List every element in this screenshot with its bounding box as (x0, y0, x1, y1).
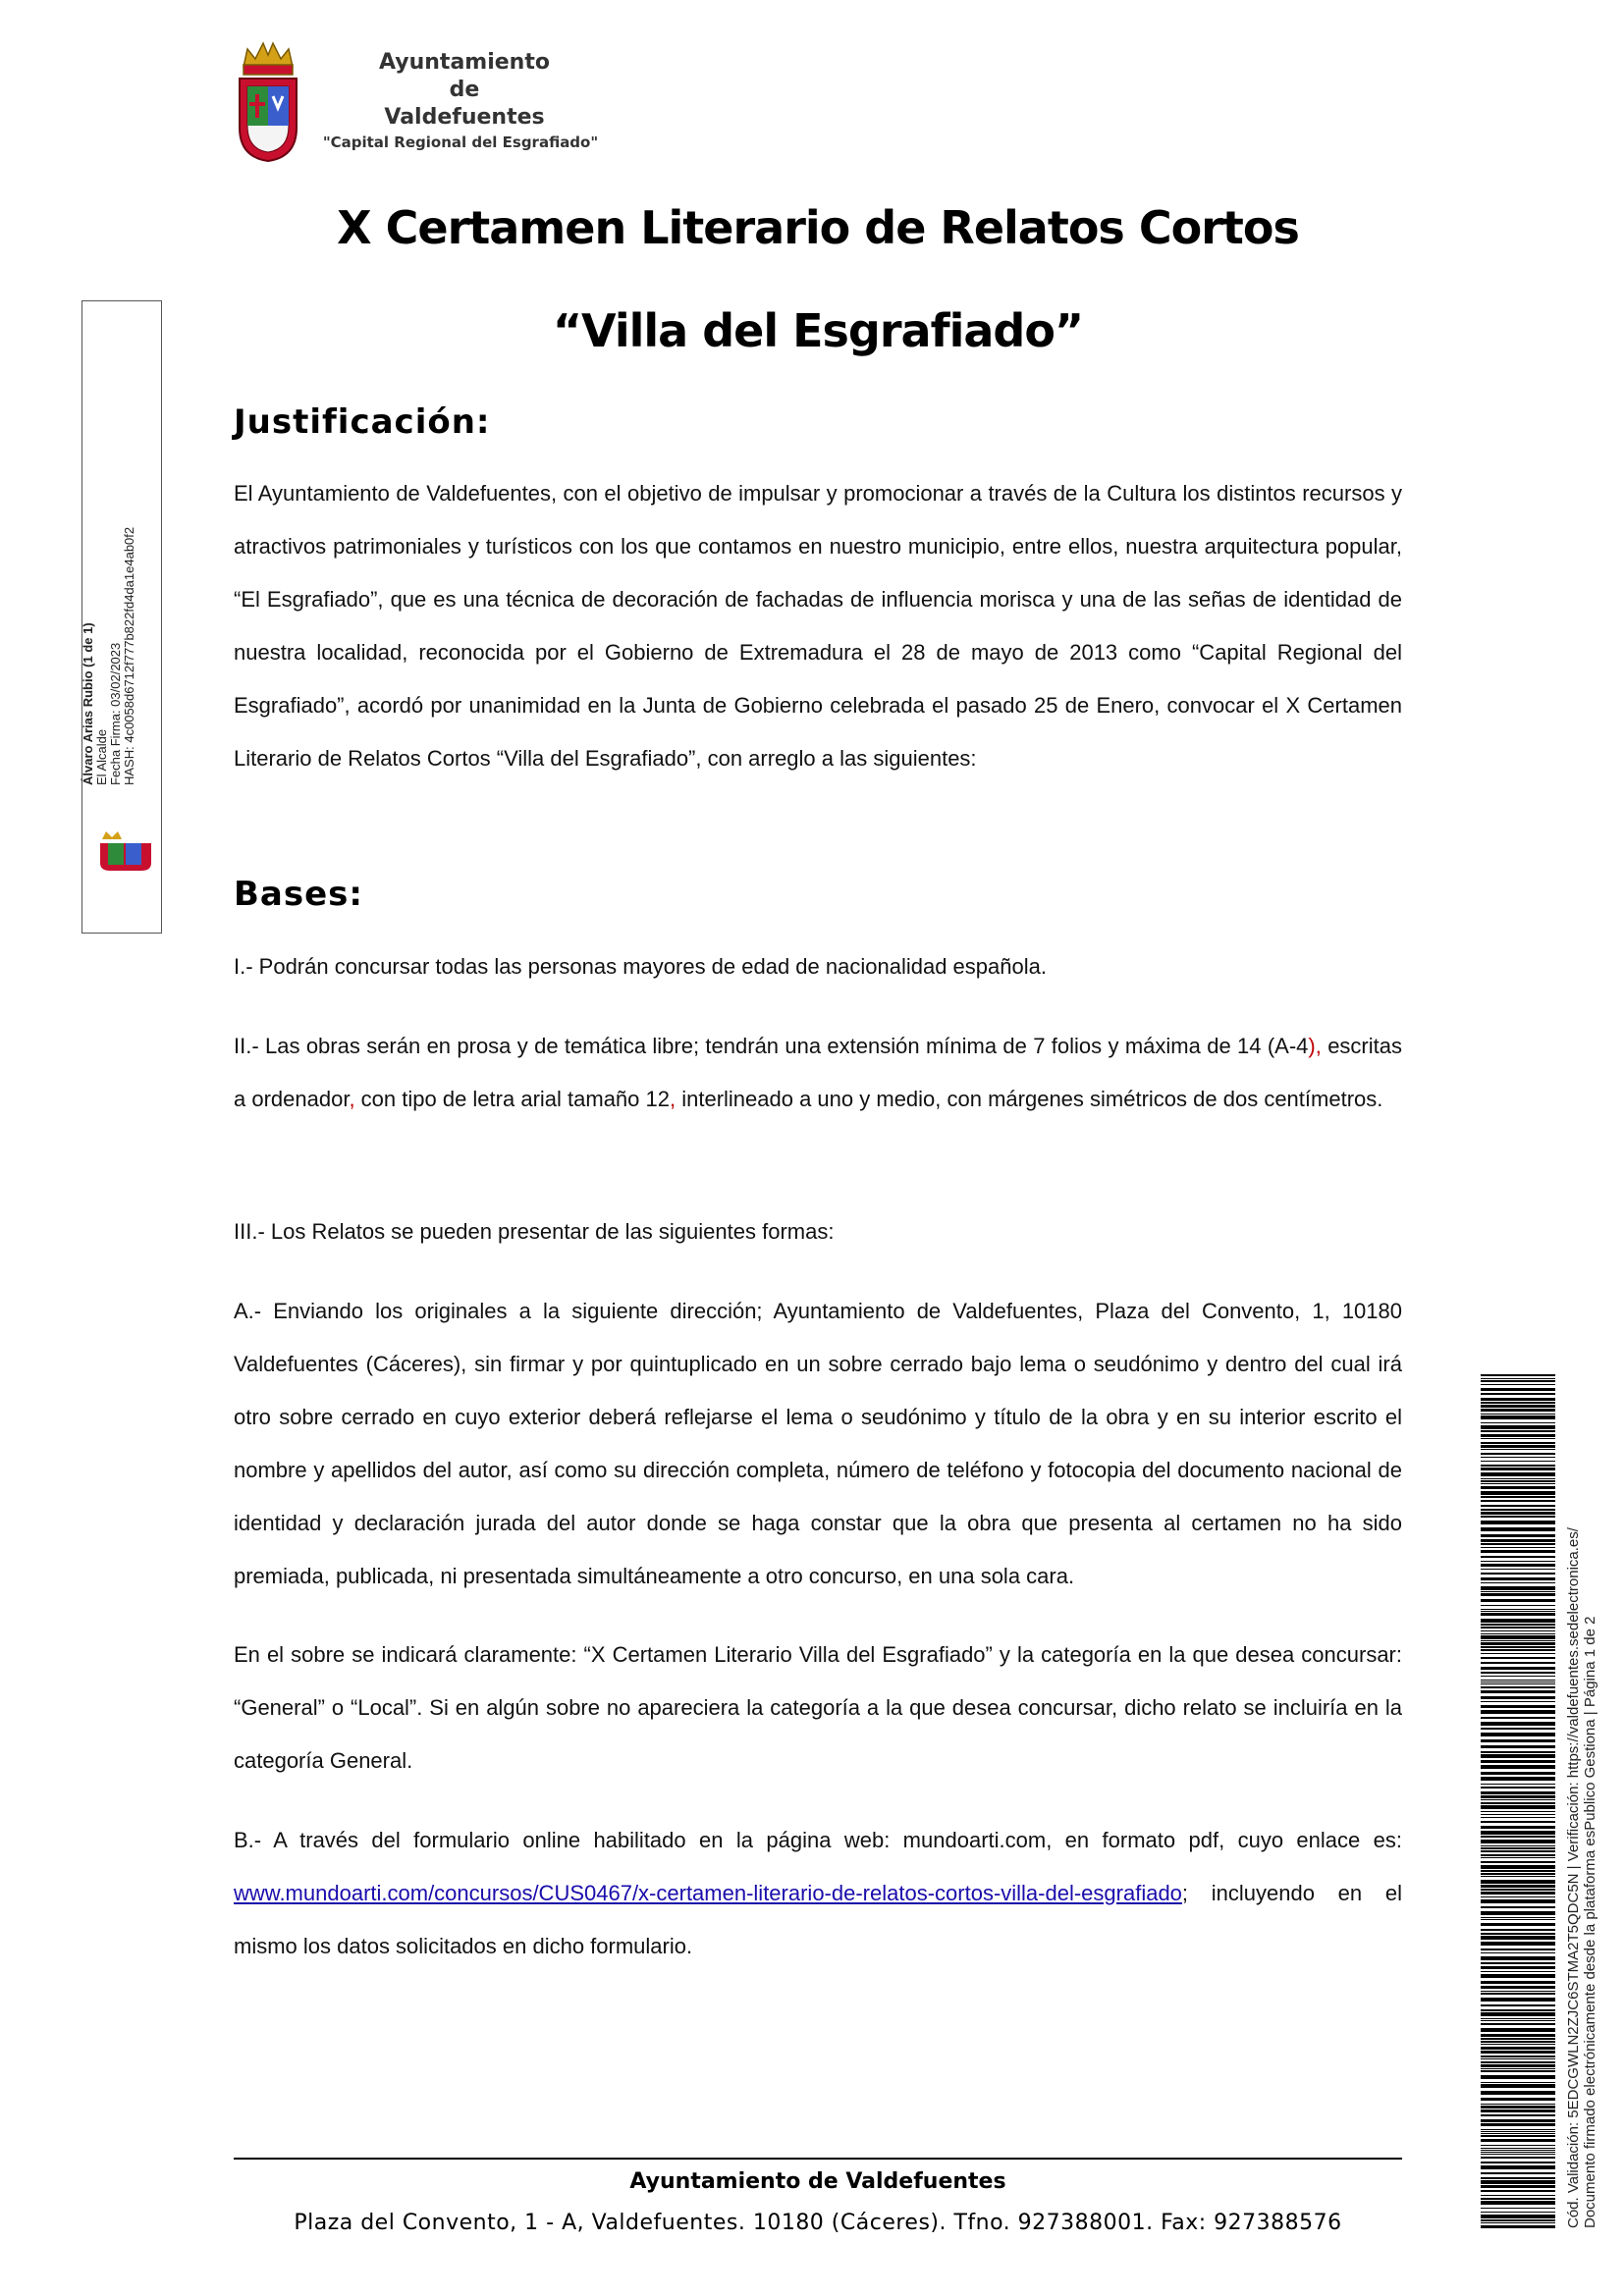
barcode-bar (1481, 1986, 1555, 1989)
barcode-bar (1481, 1690, 1555, 1693)
barcode-bar (1481, 2104, 1555, 2105)
barcode-bar (1481, 1923, 1555, 1926)
barcode-bar (1481, 1577, 1555, 1580)
barcode-bar (1481, 1605, 1555, 1606)
base-2-red-mark-3: , (669, 1087, 677, 1111)
barcode-bar (1481, 1556, 1555, 1558)
barcode-bar (1481, 1686, 1555, 1688)
barcode-bar (1481, 2133, 1555, 2134)
barcode-bar (1481, 1582, 1555, 1583)
barcode-bar (1481, 2201, 1555, 2205)
document-title: X Certamen Literario de Relatos Cortos (337, 201, 1299, 254)
footer-organization: Ayuntamiento de Valdefuentes (629, 2169, 1006, 2194)
barcode-bar (1481, 1710, 1555, 1714)
barcode-bar (1481, 2222, 1555, 2223)
barcode-bar (1481, 1611, 1555, 1612)
barcode-bar (1481, 1821, 1555, 1823)
barcode-bar (1481, 1449, 1555, 1450)
barcode-bar (1481, 1442, 1555, 1444)
barcode-bar (1481, 1847, 1555, 1849)
barcode-bar (1481, 1919, 1555, 1920)
barcode-bar (1481, 1430, 1555, 1432)
barcode-bar (1481, 1733, 1555, 1736)
letterhead-text (307, 49, 622, 153)
barcode-bar (1481, 2148, 1555, 2149)
barcode-bar (1481, 1760, 1555, 1763)
barcode-bar (1481, 1374, 1555, 1376)
barcode-bar (1481, 1831, 1555, 1835)
barcode-bar (1481, 2123, 1555, 2126)
barcode-bar (1481, 2070, 1555, 2072)
signature-name: Álvaro Arias Rubio (1 de 1) (81, 622, 95, 785)
barcode-bar (1481, 1777, 1555, 1781)
barcode-bar (1481, 1465, 1555, 1467)
signature-date: Fecha Firma: 03/02/2023 (108, 642, 123, 785)
barcode-bar (1481, 1701, 1555, 1702)
signature-coat-of-arms-icon (94, 829, 157, 873)
barcode-bar (1481, 2114, 1555, 2116)
barcode-bar (1481, 1619, 1555, 1623)
barcode-bar (1481, 1933, 1555, 1935)
barcode-bar (1481, 2018, 1555, 2019)
letterhead-line-1: Ayuntamiento (379, 50, 550, 75)
barcode-bar (1481, 1630, 1555, 1631)
barcode-bar (1481, 1398, 1555, 1401)
barcode-bar (1481, 2082, 1555, 2083)
barcode-bar (1481, 1981, 1555, 1984)
barcode-bar (1481, 1683, 1555, 1684)
barcode-bar (1481, 1425, 1555, 1429)
barcode-bar (1481, 1745, 1555, 1748)
barcode-bar (1481, 2106, 1555, 2109)
barcode-bar (1481, 1649, 1555, 1651)
barcode-bar (1481, 1640, 1555, 1641)
barcode-bar (1481, 1543, 1555, 1545)
barcode-bar (1481, 1573, 1555, 1575)
barcode-bar (1481, 2157, 1555, 2159)
base-b-paragraph (234, 1814, 1402, 1973)
footer-divider (234, 2158, 1402, 2160)
barcode-bar (1481, 2139, 1555, 2142)
barcode-bar (1481, 1772, 1555, 1775)
barcode-bar (1481, 2165, 1555, 2169)
barcode-bar (1481, 2004, 1555, 2006)
barcode-bar (1481, 1635, 1555, 1639)
barcode-bar (1481, 2212, 1555, 2213)
barcode-bar (1481, 1787, 1555, 1789)
barcode-bar (1481, 1405, 1555, 1408)
base-1-paragraph: I.- Podrán concursar todas las personas mayores de edad de nacionalidad española. (234, 954, 1047, 979)
barcode-bar (1481, 1942, 1555, 1946)
barcode-bar (1481, 1653, 1555, 1654)
barcode-bar (1481, 1483, 1555, 1484)
barcode-bar (1481, 1880, 1555, 1884)
barcode-bar (1481, 1393, 1555, 1395)
barcode-bar (1481, 1949, 1555, 1950)
barcode-bar (1481, 1826, 1555, 1829)
barcode-bar (1481, 2012, 1555, 2016)
barcode-bar (1481, 2198, 1555, 2200)
barcode-bar (1481, 1754, 1555, 1758)
barcode-bar (1481, 1911, 1555, 1915)
barcode-bar (1481, 2028, 1555, 2032)
justificacion-paragraph: El Ayuntamiento de Valdefuentes, con el objetivo de impulsar y promocionar a través de la Cultura los distintos recursos y atractivos patrimoniales y turísticos con los que contamos en nuestro municipio, entre ellos, nuestra arquitectura popular, “El Esgrafiado”, que es una técnica de decoración de fachadas de influencia morisca y una de las señas de identidad de nuestra localidad, reconocida por el Gobierno de Extremadura el 28 de mayo de 2013 como “Capital Regional del Esgrafiado”, acordó por unanimidad en la Junta de Gobierno celebrada el pasado 25 de Enero, convocar el X Certamen Literario de Relatos Cortos “Villa del Esgrafiado”, con arreglo a las siguientes: (234, 481, 1402, 771)
barcode-bar (1481, 2131, 1555, 2132)
base-2-red-mark-1: ), (1308, 1034, 1322, 1058)
barcode-bar (1481, 2219, 1555, 2221)
barcode-bar (1481, 1876, 1555, 1877)
barcode-bar (1481, 1857, 1555, 1858)
barcode-bar (1481, 1534, 1555, 1537)
barcode-bar (1481, 1814, 1555, 1815)
barcode-bar (1481, 1496, 1555, 1498)
letterhead-line-2: de (449, 78, 480, 102)
barcode-bar (1481, 1491, 1555, 1495)
barcode-bar (1481, 2185, 1555, 2188)
barcode-bar (1481, 1642, 1555, 1645)
barcode-bar (1481, 1717, 1555, 1719)
barcode-bar (1481, 2162, 1555, 2163)
barcode-bar (1481, 2172, 1555, 2174)
barcode-bar (1481, 1384, 1555, 1385)
barcode-bar (1481, 1414, 1555, 1415)
barcode-bar (1481, 2041, 1555, 2043)
barcode-bar (1481, 1422, 1555, 1423)
base-2-text-c: con tipo de letra arial tamaño 12 (354, 1087, 670, 1111)
barcode-bar (1481, 2208, 1555, 2209)
barcode-bar (1481, 1889, 1555, 1891)
barcode-bar (1481, 2177, 1555, 2179)
barcode-bar (1481, 1854, 1555, 1856)
barcode-bar (1481, 1799, 1555, 1800)
barcode-bar (1481, 2150, 1555, 2151)
barcode-bar (1481, 2056, 1555, 2057)
barcode-bar (1481, 1896, 1555, 1897)
barcode-bar (1481, 2064, 1555, 2067)
barcode-bar (1481, 1468, 1555, 1470)
barcode-bar (1481, 1865, 1555, 1869)
sobre-paragraph: En el sobre se indicará claramente: “X Certamen Literario Villa del Esgrafiado” y la categoría en la que desea concursar: “General” o “Local”. Si en algún sobre no apareciera la categoría a la que desea concursar, dicho relato se incluiría en la categoría General. (234, 1642, 1402, 1773)
coat-of-arms-logo (234, 37, 302, 163)
barcode-bar (1481, 1696, 1555, 1699)
barcode-bar (1481, 2145, 1555, 2146)
barcode-bar (1481, 1550, 1555, 1553)
barcode-bar (1481, 2109, 1555, 2112)
barcode-bar (1481, 1539, 1555, 1542)
barcode-bar (1481, 1516, 1555, 1518)
barcode-bar (1481, 1434, 1555, 1437)
barcode-bar (1481, 1478, 1555, 1479)
barcode-bar (1481, 2152, 1555, 2153)
barcode-bar (1481, 1998, 1555, 2002)
barcode-bar (1481, 2038, 1555, 2040)
validation-barcode (1481, 1374, 1555, 2228)
footer-address: Plaza del Convento, 1 - A, Valdefuentes. 10180 (Cáceres). Tfno. 927388001. Fax: 927388576 (294, 2211, 1342, 2235)
barcode-bar (1481, 1805, 1555, 1809)
barcode-bar (1481, 1512, 1555, 1515)
barcode-bar (1481, 1388, 1555, 1391)
base-3-paragraph: III.- Los Relatos se pueden presentar de las siguientes formas: (234, 1219, 835, 1244)
barcode-bar (1481, 1527, 1555, 1531)
barcode-bar (1481, 1624, 1555, 1626)
barcode-bar (1481, 1722, 1555, 1726)
barcode-bar (1481, 1667, 1555, 1670)
barcode-bar (1481, 1906, 1555, 1908)
barcode-bar (1481, 1445, 1555, 1448)
barcode-bar (1481, 1672, 1555, 1674)
barcode-bar (1481, 1586, 1555, 1590)
barcode-bar (1481, 2047, 1555, 2050)
barcode-bar (1481, 1974, 1555, 1978)
base-a-paragraph: A.- Enviando los originales a la siguiente dirección; Ayuntamiento de Valdefuentes, Plaza del Convento, 1, 10180 Valdefuentes (Cáceres), sin firmar y por quintuplicado en un sobre cerrado bajo lema o seudónimo y dentro del cual irá otro sobre cerrado en cuyo exterior deberá reflejarse el lema o seudónimo y título de la obra y en su interior escrito el nombre y apellidos del autor, así como su dirección completa, número de teléfono y fotocopia del documento nacional de identidad y declaración jurada del autor donde se haga constar que la obra que presenta al certamen no ha sido premiada, publicada, ni presentada simultáneamente a otro concurso, en una sola cara. (234, 1299, 1402, 1588)
barcode-bar (1481, 1899, 1555, 1903)
barcode-bar (1481, 1784, 1555, 1785)
barcode-bar (1481, 1705, 1555, 1708)
barcode-bar (1481, 1993, 1555, 1995)
barcode-bar (1481, 1591, 1555, 1592)
barcode-bar (1481, 1509, 1555, 1511)
barcode-bar (1481, 2044, 1555, 2045)
barcode-bar (1481, 1728, 1555, 1730)
barcode-bar (1481, 2034, 1555, 2037)
barcode-bar (1481, 2119, 1555, 2122)
signature-role: El Alcalde (94, 728, 109, 785)
barcode-bar (1481, 1873, 1555, 1875)
barcode-bar (1481, 1662, 1555, 1664)
barcode-bar (1481, 1457, 1555, 1458)
barcode-bar (1481, 2215, 1555, 2218)
barcode-bar (1481, 1500, 1555, 1502)
barcode-bar (1481, 1861, 1555, 1863)
barcode-bar (1481, 2061, 1555, 2063)
section-heading-justificacion: Justificación: (234, 402, 491, 442)
barcode-bar (1481, 2098, 1555, 2101)
barcode-bar (1481, 1765, 1555, 1769)
barcode-bar (1481, 2195, 1555, 2196)
barcode-bar (1481, 1795, 1555, 1798)
barcode-bar (1481, 1840, 1555, 1843)
barcode-bar (1481, 1657, 1555, 1659)
barcode-bar (1481, 1453, 1555, 1455)
barcode-bar (1481, 1409, 1555, 1412)
document-subtitle: “Villa del Esgrafiado” (552, 304, 1084, 357)
barcode-bar (1481, 1472, 1555, 1476)
barcode-bar (1481, 1885, 1555, 1888)
section-heading-bases: Bases: (234, 875, 363, 914)
barcode-bar (1481, 1811, 1555, 1812)
barcode-bar (1481, 1378, 1555, 1379)
barcode-bar (1481, 1633, 1555, 1634)
barcode-bar (1481, 1892, 1555, 1895)
barcode-bar (1481, 1547, 1555, 1548)
barcode-bar (1481, 1561, 1555, 1562)
barcode-bar (1481, 1609, 1555, 1610)
barcode-bar (1481, 1751, 1555, 1753)
letterhead-motto: "Capital Regional del Esgrafiado" (322, 133, 599, 151)
barcode-bar (1481, 2020, 1555, 2021)
barcode-bar (1481, 1646, 1555, 1648)
barcode-bar (1481, 2075, 1555, 2079)
barcode-bar (1481, 1569, 1555, 1570)
barcode-bar (1481, 1415, 1555, 1419)
barcode-bar (1481, 2225, 1555, 2228)
barcode-bar (1481, 1845, 1555, 1846)
barcode-bar (1481, 2154, 1555, 2155)
base-2-text-a: II.- Las obras serán en prosa y de temática libre; tendrán una extensión mínima de 7 folios y máxima de 14 (A-4 (234, 1034, 1309, 1058)
barcode-bar (1481, 1521, 1555, 1524)
barcode-bar (1481, 1380, 1555, 1382)
barcode-bar (1481, 2051, 1555, 2054)
barcode-bar (1481, 1505, 1555, 1507)
barcode-bar (1481, 2023, 1555, 2025)
barcode-bar (1481, 2129, 1555, 2130)
barcode-bar (1481, 1850, 1555, 1852)
barcode-bar (1481, 2135, 1555, 2137)
barcode-bar (1481, 1680, 1555, 1681)
barcode-bar (1481, 1676, 1555, 1677)
letterhead-line-3: Valdefuentes (384, 105, 545, 130)
barcode-bar (1481, 2068, 1555, 2069)
barcode-bar (1481, 2190, 1555, 2192)
barcode-bar (1481, 1836, 1555, 1838)
barcode-bar (1481, 1438, 1555, 1439)
barcode-bar (1481, 1593, 1555, 1596)
signature-hash: HASH: 4c0058d6712f777b822fd4da1e4ab0f2 (122, 526, 136, 785)
validation-line-2: Documento firmado electrónicamente desde la plataforma esPublico Gestiona | Página 1 de 2 (1582, 1616, 1598, 2228)
barcode-bar (1481, 1956, 1555, 1960)
barcode-bar (1481, 1402, 1555, 1404)
barcode-bar (1481, 1486, 1555, 1489)
barcode-bar (1481, 1564, 1555, 1567)
barcode-bar (1481, 1461, 1555, 1462)
barcode-bar (1481, 1739, 1555, 1742)
barcode-bar (1481, 1870, 1555, 1872)
base-2-text-b: escritas a ordenador (234, 1034, 1402, 1111)
barcode-bar (1481, 1917, 1555, 1918)
barcode-bar (1481, 1952, 1555, 1953)
base-b-text-a: B.- A través del formulario online habilitado en la página web: mundoarti.com, en formato pdf, cuyo enlace es: (234, 1828, 1402, 1852)
barcode-bar (1481, 1480, 1555, 1482)
barcode-bar (1481, 2091, 1555, 2095)
letterhead (234, 37, 626, 165)
mundoarti-link[interactable]: www.mundoarti.com/concursos/CUS0467/x-certamen-literario-de-relatos-cortos-villa-del-esgrafiado (234, 1881, 1182, 1905)
barcode-bar (1481, 2180, 1555, 2184)
validation-text (1565, 1345, 1598, 2228)
barcode-bar (1481, 1599, 1555, 1602)
barcode-bar (1481, 1966, 1555, 1969)
barcode-bar (1481, 1627, 1555, 1629)
barcode-bar (1481, 1936, 1555, 1940)
barcode-bar (1481, 1991, 1555, 1992)
barcode-bar (1481, 2058, 1555, 2059)
base-2-paragraph (234, 1020, 1402, 1126)
signature-text (81, 196, 136, 785)
barcode-bar (1481, 1613, 1555, 1616)
barcode-bar (1481, 1802, 1555, 1804)
base-2-text-d: interlineado a uno y medio, con márgenes simétricos de dos centímetros. (676, 1087, 1383, 1111)
barcode-bar (1481, 1817, 1555, 1818)
barcode-bar (1481, 2009, 1555, 2011)
validation-line-1: Cód. Validación: 5EDCGWLN2ZJC6STMA2T5QDC5N | Verificación: https://valdefuentes.sedelectronica.es/ (1565, 1527, 1582, 2228)
base-b-text-b: ; incluyendo en el mismo los datos solicitados en dicho formulario. (234, 1881, 1402, 1958)
barcode-bar (1481, 2084, 1555, 2088)
barcode-bar (1481, 1971, 1555, 1972)
base-2-red-mark-2: , (349, 1087, 355, 1111)
barcode-bar (1481, 1791, 1555, 1794)
barcode-bar (1481, 1962, 1555, 1964)
barcode-bar (1481, 1929, 1555, 1931)
